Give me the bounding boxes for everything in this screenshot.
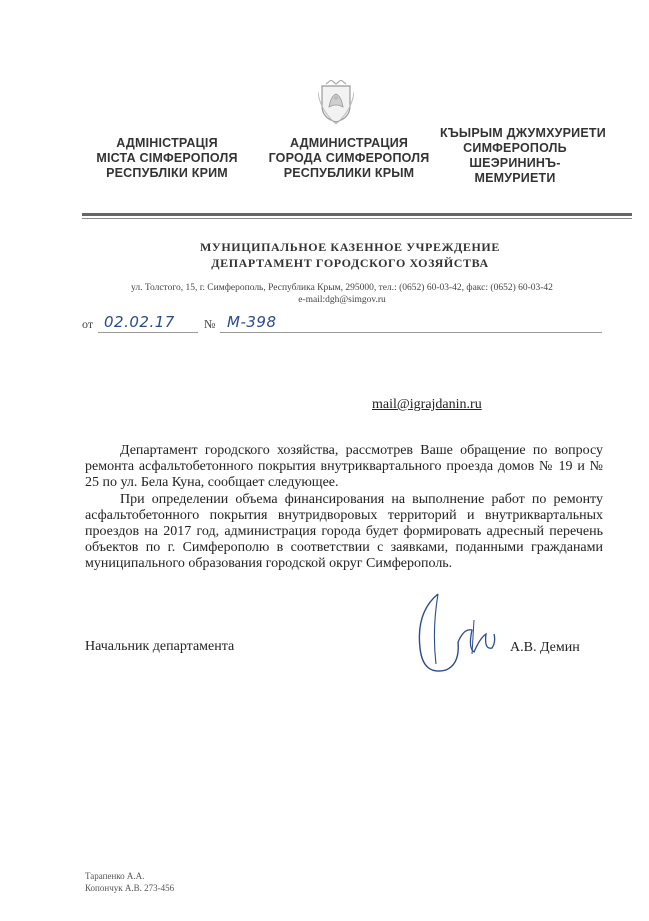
executor-info [85,870,174,894]
header-ukrainian-line: РЕСПУБЛІКИ КРИМ [106,166,228,180]
date-underline [98,332,198,333]
handwritten-number: М-398 [227,313,277,331]
recipient-email[interactable]: mail@igrajdanin.ru [372,397,482,412]
organization-line: МУНИЦИПАЛЬНОЕ КАЗЕННОЕ УЧРЕЖДЕНИЕ [200,240,500,254]
header-crimean-tatar-line: КЪЫРЫМ ДЖУМХУРИЕТИ [440,126,606,140]
header-russian [254,136,444,181]
body-paragraph: Департамент городского хозяйства, рассмотрев Ваше обращение по вопросу ремонта асфальтобетонного покрытия внутриквартального проезда домов № 19 и № 25 по ул. Бела Куна, сообщает следующее. [85,443,603,491]
handwritten-signature [408,590,508,682]
handwritten-date: 02.02.17 [104,313,175,331]
organization-address: ул. Толстого, 15, г. Симферополь, Республика Крым, 295000, тел.: (0652) 60-03-42, факс: (0652) 60-03-42 [131,283,553,293]
header-crimean-tatar-line: ШЕЭРИНИНЪ- [469,156,561,170]
header-russian-line: АДМИНИСТРАЦИЯ [289,136,409,150]
number-label: № [204,317,216,331]
executor-line: Тарапенко А.А. [85,871,145,881]
header-crimean-tatar-line: МЕМУРИЕТИ [474,171,556,185]
registration-row [82,313,602,333]
body-paragraph: При определении объема финансирования на выполнение работ по ремонту асфальтобетонного покрытия внутридворовых территорий и внутриквартальных проездов на 2017 год, администрация города будет формировать адресный перечень объектов по г. Симферополю в соответствии с заявками, поданными гражданами муниципального образования городской округ Симферополь. [85,491,603,572]
header-divider-thin [82,218,632,219]
header-ukrainian-line: АДМІНІСТРАЦІЯ [116,136,218,150]
executor-line: Копончук А.В. 273-456 [85,883,175,893]
crimea-emblem-icon [318,80,354,124]
organization-line: ДЕПАРТАМЕНТ ГОРОДСКОГО ХОЗЯЙСТВА [211,256,489,270]
header-ukrainian-line: МІСТА СІМФЕРОПОЛЯ [96,151,238,165]
organization-name [110,239,590,271]
signatory-name: А.В. Демин [510,640,580,655]
header-russian-line: РЕСПУБЛИКИ КРЫМ [283,166,415,180]
organization-email: e-mail:dgh@simgov.ru [298,295,386,305]
letter-body [85,443,603,573]
header-ukrainian [82,136,252,181]
header-divider-thick [82,213,632,216]
signatory-title: Начальник департамента [85,639,235,654]
header-crimean-tatar [440,126,606,186]
date-label: от [82,317,94,331]
number-underline [220,332,602,333]
header-crimean-tatar-line: СИМФЕРОПОЛЬ [463,141,567,155]
organization-contacts [82,282,602,306]
header-russian-line: ГОРОДА СИМФЕРОПОЛЯ [268,151,430,165]
